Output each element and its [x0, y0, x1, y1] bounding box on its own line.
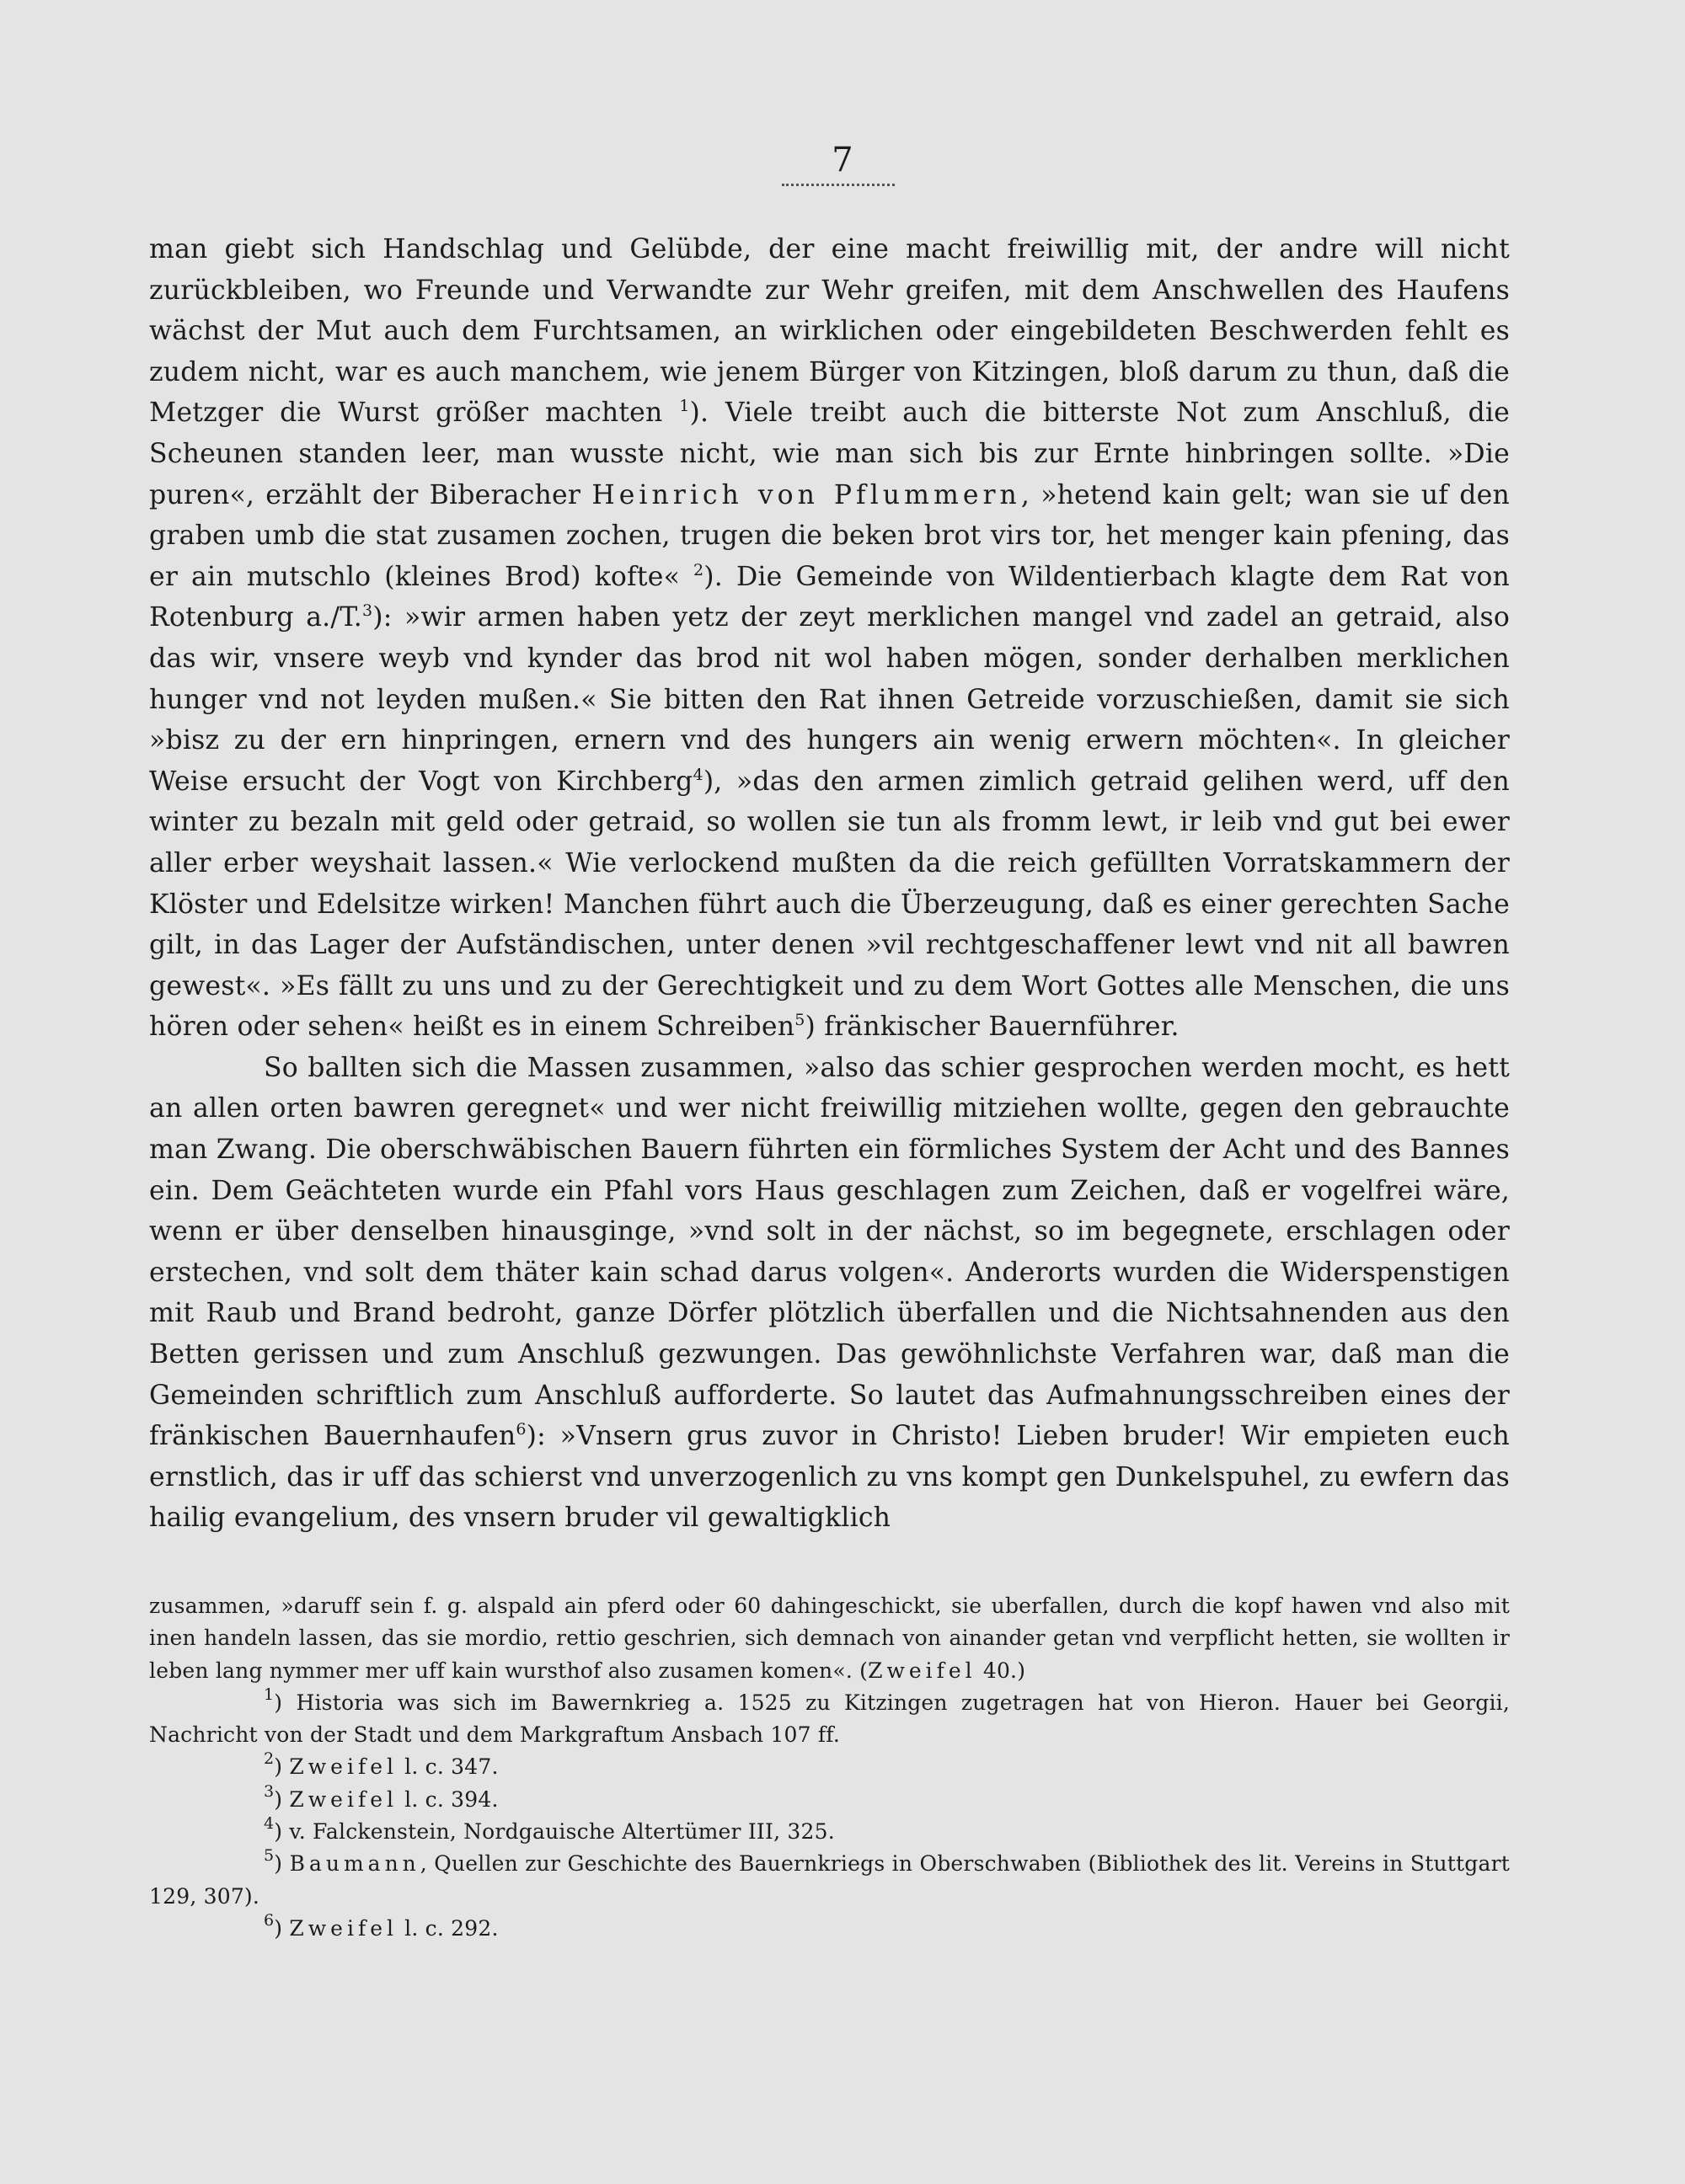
footnote-6: $^6$) Zweifel l. c. 292. — [264, 1910, 499, 1941]
main-text — [149, 229, 1510, 1539]
footnote-continuation: zusammen, »daruff sein f. g. alspald ain pferd oder 60 dahingeschickt, sie uberfallen, durch die kopf hawen vnd also mit inen handeln lassen, das sie mordio, rettio geschrien, sich demnach von ainander getan vnd verpflicht hetten, sie wollten ir leben lang nymmer mer uff kain wursthof also zusamen komen«. (Zweifel 40.) — [149, 1594, 1510, 1683]
footnote-5: $^5$) Baumann, Quellen zur Geschichte des Bauernkriegs in Oberschwaben (Bibliothek des lit. Vereins in Stuttgart 129, 307). — [149, 1846, 1510, 1909]
footnote-ref-3: 3 — [362, 601, 373, 621]
footnote-1: $^1$) Historia was sich im Bawernkrieg a. 1525 zu Kitzingen zugetragen hat von Hieron. Hauer bei Georgii, Nachricht von der Stadt und dem Markgraftum Ansbach 107 ff. — [149, 1685, 1510, 1748]
footnote-ref-5: 5 — [794, 1011, 805, 1030]
footnote-4: $^4$) v. Falckenstein, Nordgauische Altertümer III, 325. — [264, 1814, 835, 1845]
footnote-3: $^3$) Zweifel l. c. 394. — [264, 1781, 499, 1812]
page-number: 7 — [832, 141, 853, 179]
footnote-ref-6: 6 — [516, 1420, 527, 1439]
footnotes — [149, 1590, 1510, 1945]
page-number-rule — [782, 184, 895, 190]
paragraph-1: man giebt sich Handschlag und Gelübde, der eine macht freiwillig mit, der andre will nicht zurückbleiben, wo Freunde und Verwandte zur Wehr greifen, mit dem Anschwellen des Haufens wächst der Mut auch dem Furchtsamen, an wirklichen oder eingebildeten Beschwerden fehlt es zudem nicht, war es auch manchem, wie jenem Bürger von Kitzingen, bloß darum zu thun, daß die Metzger die Wurst größer machten $^1$). Viele treibt auch die bitterste Not zum Anschluß, die Scheunen standen leer, man wusste nicht, wie man sich bis zur Ernte hinbringen sollte. »Die puren«, erzählt der Biberacher Heinrich von Pflummern, »hetend kain gelt; wan sie uf den graben umb die stat zusamen zochen, trugen die beken brot virs tor, het menger kain pfening, das er ain mutschlo (kleines Brod) kofte« $^2$). Die Gemeinde von Wildentierbach klagte dem Rat von Rotenburg a./T.$^3$): »wir armen haben yetz der zeyt merklichen mangel vnd zadel an getraid, also das wir, vnsere weyb vnd kynder das brod nit wol haben mögen, sonder derhalben merklichen hunger vnd not leyden mußen.« Sie bitten den Rat ihnen Getreide vorzuschießen, damit sie sich »bisz zu der ern hinpringen, ernern vnd des hungers ain wenig erwern möchten«. In gleicher Weise ersucht der Vogt von Kirchberg$^4$), »das den armen zimlich getraid gelihen werd, uff den winter zu bezaln mit geld oder getraid, so wollen sie tun als fromm lewt, ir leib vnd gut bei ewer aller erber weyshait lassen.« Wie verlockend mußten da die reich gefüllten Vorratskammern der Klöster und Edelsitze wirken! Manchen führt auch die Überzeugung, daß es einer gerechten Sache gilt, in das Lager der Aufständischen, unter denen »vil rechtgeschaffener lewt vnd nit all bawren gewest«. »Es fällt zu uns und zu der Gerechtigkeit und zu dem Wort Gottes alle Menschen, die uns hören oder sehen« heißt es in einem Schreiben$^5$) fränkischer Bauernführer. — [149, 234, 1511, 1043]
footnote-ref-2: 2 — [693, 560, 704, 579]
footnote-2: $^2$) Zweifel l. c. 347. — [264, 1749, 499, 1780]
paragraph-2: So ballten sich die Massen zusammen, »also das schier gesprochen werden mocht, es hett an allen orten bawren geregnet« und wer nicht freiwillig mitziehen wollte, gegen den gebrauchte man Zwang. Die oberschwäbischen Bauern führten ein förmliches System der Acht und des Bannes ein. Dem Geächteten wurde ein Pfahl vors Haus geschlagen zum Zeichen, daß er vogelfrei wäre, wenn er über denselben hinausginge, »vnd solt in der nächst, so im begegnete, erschlagen oder erstechen, vnd solt dem thäter kain schad darus volgen«. Anderorts wurden die Widerspenstigen mit Raub und Brand bedroht, ganze Dörfer plötzlich überfallen und die Nichtsahnenden aus den Betten gerissen und zum Anschluß gezwungen. Das gewöhnlichste Verfahren war, daß man die Gemeinden schriftlich zum Anschluß aufforderte. So lautet das Aufmahnungsschreiben eines der fränkischen Bauernhaufen$^6$): »Vnsern grus zuvor in Christo! Lieben bruder! Wir empieten euch ernstlich, das ir uff das schierst vnd unverzogenlich zu vns kompt gen Dunkelspuhel, zu ewfern das hailig evangelium, des vnsern bruder vil gewaltigklich — [149, 1052, 1510, 1534]
person-name: Heinrich von Pflummern — [591, 479, 1021, 510]
footnote-ref-4: 4 — [693, 765, 703, 784]
footnote-ref-1: 1 — [679, 397, 690, 416]
